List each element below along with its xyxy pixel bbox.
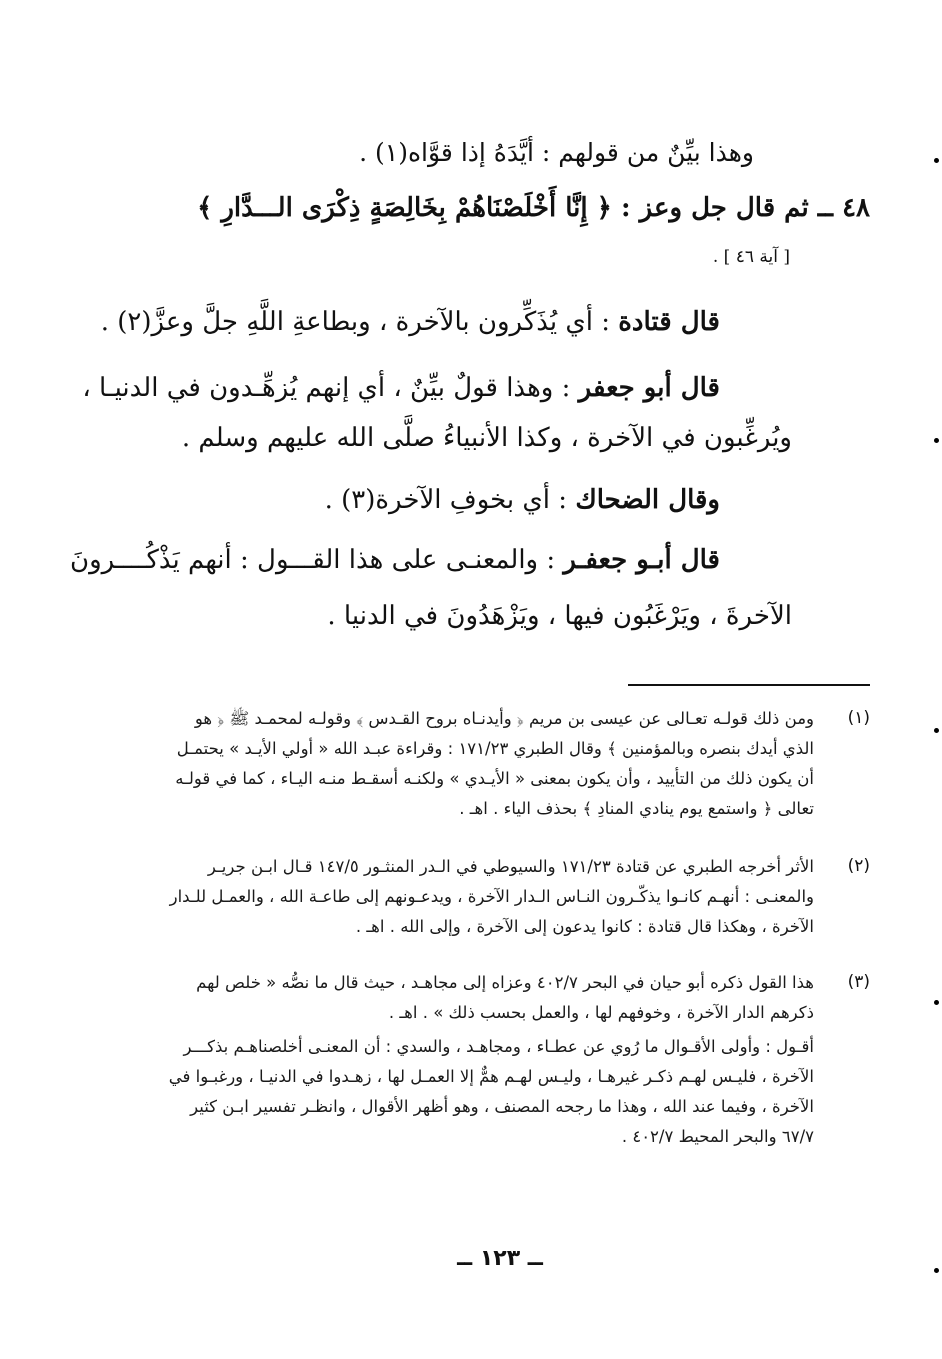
footnote-1-line-3: أن يكون ذلك من التأييد ، وأن يكون بمعنى « الأيـدي » ولكنـه أسقـط منـه اليـاء ، كما في قولـه [175, 769, 814, 788]
footnote-1-number: (١) [847, 708, 870, 728]
footnote-3-line-5: الآخرة ، وفيما عند الله ، وهذا ما رجحه المصنف ، وهو أظهر الأقوال ، وانظـر تفسير ابـن كثير [190, 1097, 814, 1116]
main-line-1: وهذا بيِّنٌ من قولهم : أيَّدَهُ إذا قوَّاه(١) . [359, 138, 754, 167]
edge-mark [934, 1000, 939, 1005]
footnote-separator [628, 684, 870, 686]
abujafar-paragraph-1 [82, 368, 720, 408]
footnote-3-number: (٣) [847, 972, 870, 992]
page-number: ــ ١٢٣ ــ [457, 1246, 543, 1271]
edge-mark [934, 438, 939, 443]
footnote-3-line-2: ذكرهم الدار الآخرة ، وخوفهم لها ، والعمل بحسب ذلك » . اهـ . [388, 1003, 814, 1022]
footnote-3-line-3: أقـول : وأولى الأقـوال ما رُوي عن عطـاء ، ومجاهـد ، والسدي : أن المعنـى أخلصناهـم بذكـــر [183, 1037, 814, 1056]
abujafar-text-2: : والمعنـى على هذا القـــول : أنهم يَذْكُــــرونَ [70, 545, 556, 575]
verse-reference: [ آية ٤٦ ] . [712, 247, 790, 267]
dahhak-paragraph [325, 480, 720, 520]
footnote-3-line-4: الآخرة ، فليـس لهـم ذكـر غيرهـا ، وليـس لهـم همٌّ إلا العمـل لها ، زهـدوا في الدنيـا ، ورغبـوا في [168, 1067, 814, 1086]
edge-mark [934, 1268, 939, 1273]
dahhak-text: : أي بخوفِ الآخرة(٣) . [324, 485, 568, 515]
abujafar-paragraph-2 [70, 540, 720, 580]
abujafar-label-2: قال أبـو جعفـر [563, 545, 720, 575]
edge-mark [934, 158, 939, 163]
footnote-3-line-1: هذا القول ذكره أبو حيان في البحر ٤٠٢/٧ وعزاه إلى مجاهـد ، حيث قال ما نصُّه « خلص لهم [196, 973, 814, 992]
abujafar-continuation-2: الآخرةَ ، ويَرْغَبُون فيها ، ويَزْهَدُونَ في الدنيا . [327, 601, 792, 631]
abujafar-label-1: قال أبو جعفر [578, 373, 720, 403]
qatada-text: : أي يُذَكِّرون بالآخرة ، وبطاعةِ اللَّهِ جلَّ وعزَّ(٢) . [100, 307, 611, 337]
footnote-2-line-2: والمعنـى : أنهـم كانـوا يذكّـرون النـاس الـدار الآخرة ، ويدعـونهم إلى طاعـة الله ، والعمـل للـدار [169, 887, 814, 906]
edge-mark [934, 728, 939, 733]
footnote-1-line-2: الذي أيدك بنصره وبالمؤمنين ﴾ وقال الطبري ١٧١/٢٣ : وقراءة عبـد الله « أولي الأيـد » يحتمـل [176, 739, 814, 758]
footnote-1-line-1: ومن ذلك قولـه تعـالى عن عيسى بن مريم ﴿ وأيدنـاه بروح القـدس ﴾ وقولـه لمحمـد ﷺ ﴿ هو [194, 709, 814, 728]
footnote-2-line-1: الأثر أخرجه الطبري عن قتادة ١٧١/٢٣ والسيوطي في الـدر المنثـور ١٤٧/٥ قـال ابـن جريـر [207, 857, 814, 876]
qatada-label: قال قتادة [618, 307, 720, 337]
abujafar-text-1: : وهذا قولٌ بيِّنٌ ، أي إنهم يُزهِّـدون في الدنيـا ، [82, 373, 571, 403]
footnote-1-line-4: تعالى ﴿ واستمع يوم ينادي المنادِ ﴾ بحذف الياء . اهـ . [459, 799, 814, 818]
footnote-2-line-3: الآخرة ، وهكذا قال قتادة : كانوا يدعون إلى الآخرة ، وإلى الله . اهـ . [355, 917, 814, 936]
qatada-paragraph [101, 302, 720, 342]
abujafar-continuation-1: ويُرغِّبون في الآخرة ، وكذا الأنبياءُ صلَّى الله عليهم وسلم . [181, 423, 792, 453]
footnote-3-line-6: ٦٧/٧ والبحر المحيط ٤٠٢/٧ . [621, 1127, 814, 1146]
footnote-2-number: (٢) [847, 856, 870, 876]
dahhak-label: وقال الضحاك [575, 485, 720, 515]
verse-line: ٤٨ ــ ثم قال جل وعز : ﴿ إِنَّا أَخْلَصْنَاهُمْ بِخَالِصَةٍ ذِكْرَى الـــدَّارِ ﴾ [197, 193, 870, 223]
